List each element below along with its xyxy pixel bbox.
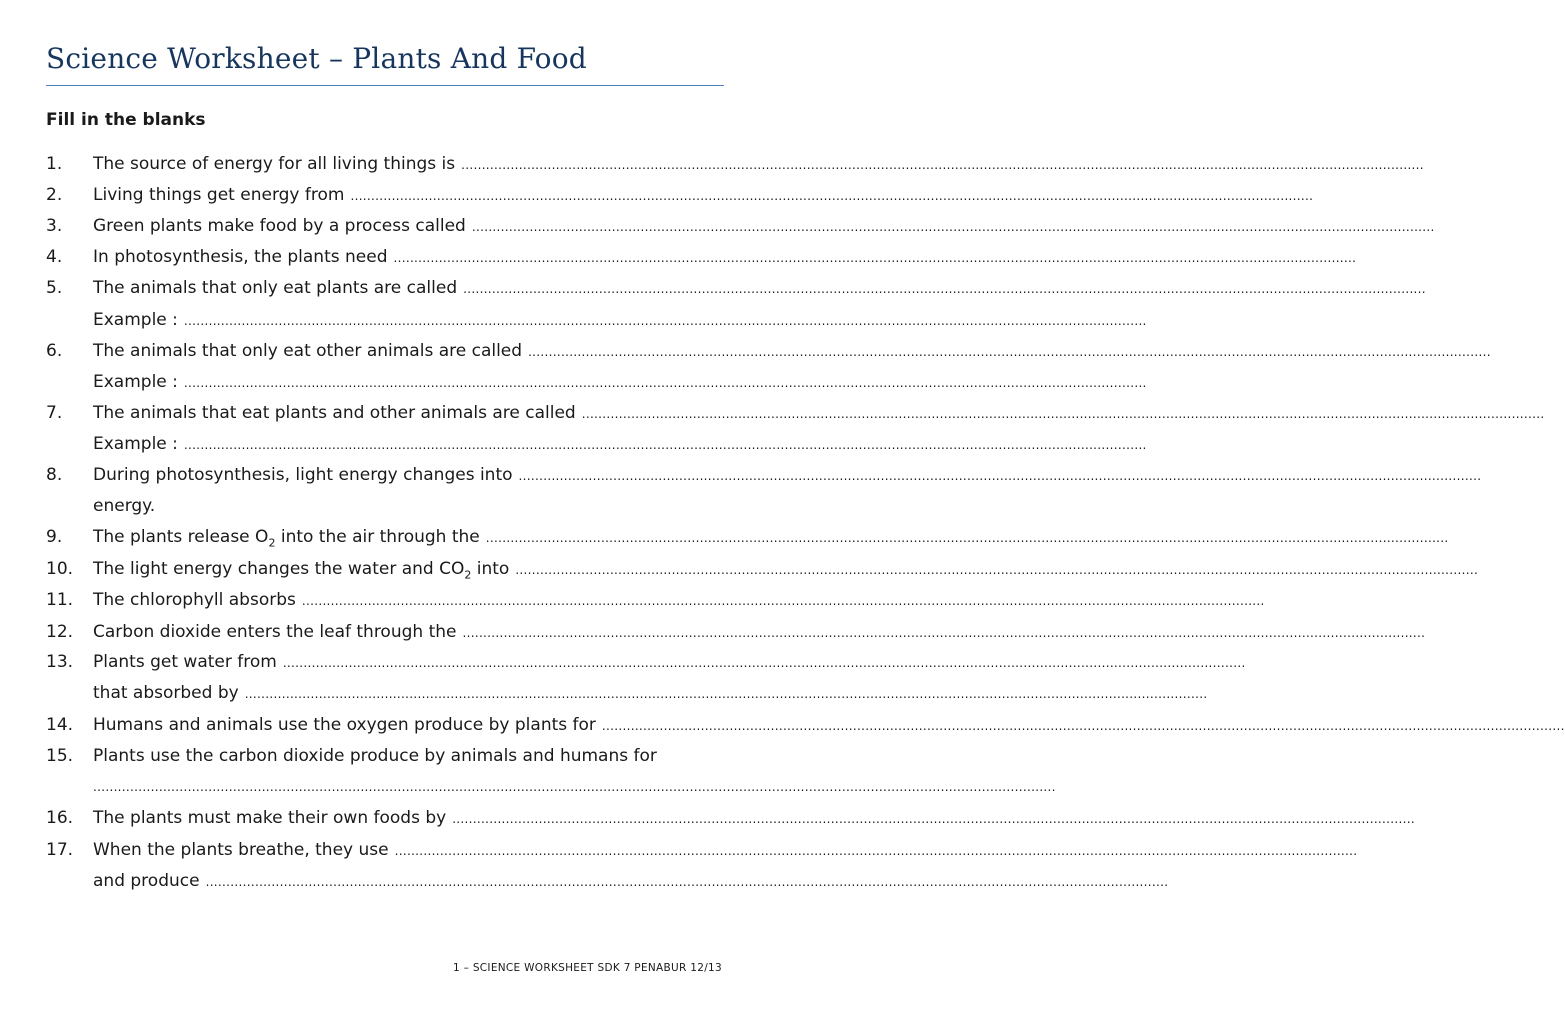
answer-blank[interactable]: .......................................................................................................................................................................................................................................... [394, 844, 1358, 858]
question-8 [46, 463, 1482, 487]
question-text-continued: that absorbed by [93, 683, 239, 703]
continuation-line [46, 681, 1208, 705]
question-5 [46, 276, 1426, 300]
question-number: 8. [46, 465, 63, 485]
question-text: Plants use the carbon dioxide produce by animals and humans for [93, 746, 657, 766]
continuation-line [46, 494, 710, 518]
question-text: The source of energy for all living things is [93, 154, 456, 174]
question-15 [46, 744, 710, 768]
question-11 [46, 588, 1265, 612]
page-title: Science Worksheet – Plants And Food [46, 42, 587, 75]
answer-blank[interactable]: .......................................................................................................................................................................................................................................... [461, 158, 1424, 172]
question-number: 14. [46, 715, 74, 735]
title-divider [46, 85, 724, 86]
answer-blank[interactable]: .......................................................................................................................................................................................................................................... [485, 531, 1449, 545]
question-text: The chlorophyll absorbs [93, 590, 296, 610]
answer-blank[interactable]: .......................................................................................................................................................................................................................................... [462, 626, 1426, 640]
answer-blank[interactable]: .......................................................................................................................................................................................................................................... [301, 594, 1265, 608]
question-3 [46, 214, 1435, 238]
question-text: The plants release $O_2$ into the air through the [93, 527, 480, 550]
answer-blank[interactable]: .......................................................................................................................................................................................................................................... [581, 407, 1545, 421]
example-line [46, 432, 1147, 456]
question-2 [46, 183, 1314, 207]
example-line [46, 370, 1147, 394]
question-16 [46, 806, 1415, 830]
example-label: Example : [93, 372, 178, 392]
answer-blank[interactable]: .......................................................................................................................................................................................................................................... [463, 282, 1426, 296]
question-text: When the plants breathe, they use [93, 840, 389, 860]
question-text: The animals that only eat plants are called [93, 278, 458, 298]
answer-blank[interactable]: .......................................................................................................................................................................................................................................... [282, 656, 1246, 670]
question-13 [46, 650, 1246, 674]
question-number: 17. [46, 840, 74, 860]
example-label: Example : [93, 434, 178, 454]
question-9 [46, 525, 1449, 550]
answer-blank[interactable]: .......................................................................................................................................................................................................................................... [350, 189, 1314, 203]
answer-blank[interactable]: .......................................................................................................................................................................................................................................... [205, 875, 1169, 889]
question-text: Living things get energy from [93, 185, 345, 205]
blank-line [46, 775, 1056, 799]
section-heading: Fill in the blanks [46, 110, 206, 130]
question-17 [46, 838, 1358, 862]
question-text: In photosynthesis, the plants need [93, 247, 388, 267]
answer-blank[interactable]: .......................................................................................................................................................................................................................................... [515, 563, 1479, 577]
answer-blank[interactable]: .......................................................................................................................................................................................................................................... [93, 780, 1056, 794]
question-text: Carbon dioxide enters the leaf through the [93, 622, 457, 642]
question-text: Humans and animals use the oxygen produce by plants for [93, 715, 596, 735]
page-footer: 1 – SCIENCE WORKSHEET SDK 7 PENABUR 12/13 [453, 962, 722, 974]
answer-blank[interactable]: .......................................................................................................................................................................................................................................... [183, 314, 1147, 328]
question-text-continued: energy. [93, 496, 156, 516]
question-text: The animals that eat plants and other animals are called [93, 403, 576, 423]
question-14 [46, 713, 1565, 737]
question-number: 2. [46, 185, 63, 205]
answer-blank[interactable]: .......................................................................................................................................................................................................................................... [471, 220, 1435, 234]
question-number: 1. [46, 154, 63, 174]
answer-blank[interactable]: .......................................................................................................................................................................................................................................... [528, 345, 1491, 359]
question-number: 9. [46, 527, 63, 547]
subscript: 2 [464, 568, 472, 582]
question-text: Green plants make food by a process called [93, 216, 466, 236]
answer-blank[interactable]: .......................................................................................................................................................................................................................................... [452, 812, 1415, 826]
question-text: The plants must make their own foods by [93, 808, 447, 828]
example-line [46, 308, 1147, 332]
question-number: 13. [46, 652, 74, 672]
continuation-line [46, 869, 1169, 893]
question-number: 7. [46, 403, 63, 423]
question-text: The animals that only eat other animals are called [93, 341, 523, 361]
question-number: 12. [46, 622, 74, 642]
answer-blank[interactable]: .......................................................................................................................................................................................................................................... [183, 376, 1147, 390]
question-number: 4. [46, 247, 63, 267]
question-1 [46, 152, 1424, 176]
question-number: 10. [46, 559, 74, 579]
example-label: Example : [93, 310, 178, 330]
answer-blank[interactable]: .......................................................................................................................................................................................................................................... [601, 719, 1565, 733]
answer-blank[interactable]: .......................................................................................................................................................................................................................................... [393, 251, 1357, 265]
answer-blank[interactable]: .......................................................................................................................................................................................................................................... [183, 438, 1147, 452]
question-4 [46, 245, 1357, 269]
question-number: 3. [46, 216, 63, 236]
question-number: 6. [46, 341, 63, 361]
question-number: 15. [46, 746, 74, 766]
question-text: The light energy changes the water and $CO_2$ into [93, 559, 510, 582]
answer-blank[interactable]: .......................................................................................................................................................................................................................................... [244, 687, 1208, 701]
question-7 [46, 401, 1545, 425]
question-text-continued: and produce [93, 871, 200, 891]
question-6 [46, 339, 1491, 363]
question-number: 16. [46, 808, 74, 828]
answer-blank[interactable]: .......................................................................................................................................................................................................................................... [518, 469, 1482, 483]
question-number: 11. [46, 590, 74, 610]
question-10 [46, 557, 1479, 582]
subscript: 2 [268, 536, 276, 550]
question-number: 5. [46, 278, 63, 298]
question-text: During photosynthesis, light energy changes into [93, 465, 513, 485]
question-12 [46, 620, 1426, 644]
question-text: Plants get water from [93, 652, 277, 672]
